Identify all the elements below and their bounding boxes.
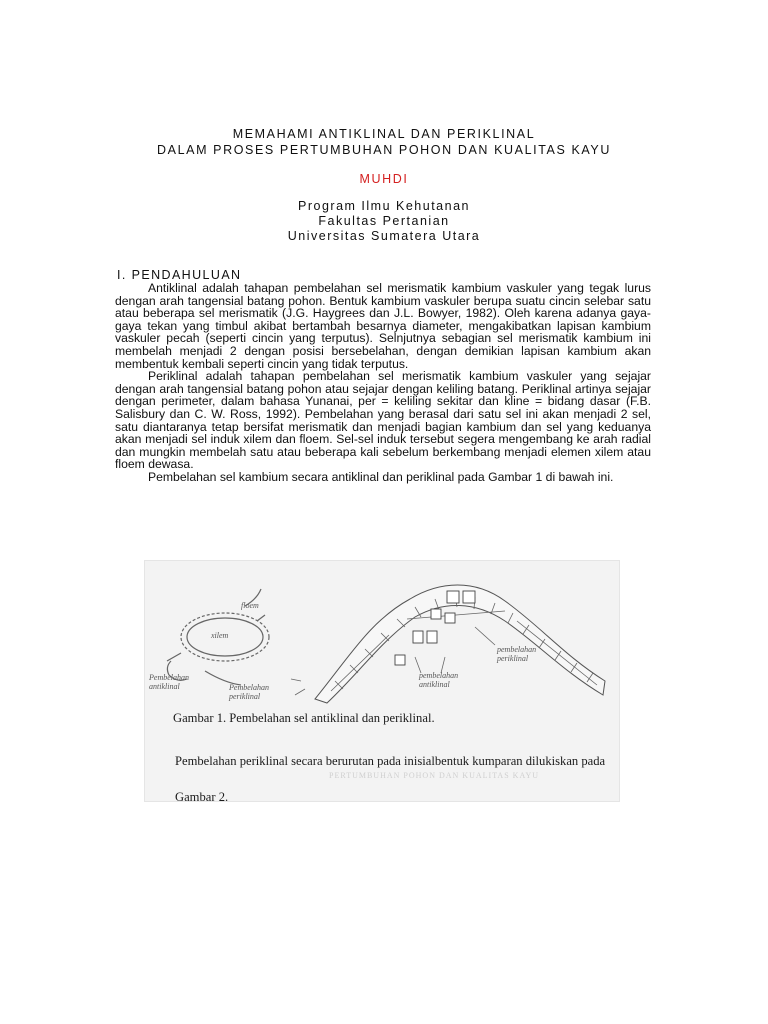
affiliation-program: Program Ilmu Kehutanan	[298, 199, 470, 213]
paragraph-figure-intro: Pembelahan sel kambium secara antiklinal dan periklinal pada Gambar 1 di bawah ini.	[148, 469, 614, 484]
title-line-1: MEMAHAMI ANTIKLINAL DAN PERIKLINAL	[232, 127, 536, 141]
affiliation-university: Universitas Sumatera Utara	[287, 229, 481, 243]
section-heading: I. PENDAHULUAN	[117, 268, 242, 282]
affiliation	[0, 199, 768, 244]
figure-1	[144, 560, 620, 802]
title-line-2: DALAM PROSES PERTUMBUHAN POHON DAN KUALITAS KAYU	[157, 143, 611, 157]
figure-note: Pembelahan periklinal secara berurutan pada inisialbentuk kumparan dilukiskan pada Gambar 2.	[175, 754, 606, 804]
faint-running-text: PERTUMBUHAN POHON DAN KUALITAS KAYU	[329, 771, 540, 780]
label-xilem: xilem	[211, 631, 229, 640]
label-pembelahan-antiklinal-bottom: pembelahan antiklinal	[419, 671, 459, 689]
body-text	[115, 282, 651, 484]
label-pembelahan-periklinal-left: Pembelahan periklinal	[229, 683, 269, 701]
label-pembelahan-periklinal-right: pembelahan periklinal	[497, 645, 537, 663]
label-floem: floem	[241, 601, 259, 610]
affiliation-faculty: Fakultas Pertanian	[318, 214, 450, 228]
paragraph-periklinal: Periklinal adalah tahapan pembelahan sel merismatik kambium vaskuler yang sejajar dengan arah tangensial batang pohon atau sejajar dengan keliling batang. Periklinal artinya sejajar dengan perimeter, dalam bahasa Yunanai, per = keliling sekitar dan kline = bidang dasar (F.B. Salisbury dan C. W. Ross, 1992). Pembelahan yang berasal dari satu sel ini akan menjadi 2 sel, satu diantaranya tetap bersifat merismatik dan menjadi bagian kambium dan sel yang keduanya akan menjadi sel induk xilem dan floem. Sel-sel induk tersebut segera mengembang ke arah radial dan mungkin membelah satu atau beberapa kali sebelum berkembang menjadi elemen xilem atau floem dewasa.	[115, 369, 651, 472]
label-pembelahan-antiklinal-left: Pembelahan antiklinal	[149, 673, 189, 691]
author-name: MUHDI	[359, 172, 409, 186]
paragraph-antiklinal: Antiklinal adalah tahapan pembelahan sel merismatik kambium vaskuler yang tegak lurus dengan arah tangensial batang pohon. Bentuk kambium vaskuler berupa suatu cincin selebar satu atau beberapa sel merismatik (J.G. Haygrees dan J.L. Bowyer, 1982). Oleh karena adanya gaya-gaya tekan yang timbul akibat bertambah besarnya diameter, mengakibatkan lapisan kambium vaskuler pecah (seperti cincin yang terputus). Selnjutnya sebagian sel merismatik kambium ini membelah menjadi 2 dengan posisi bersebelahan, dengan demikian lapisan kambium akan membentuk kembali seperti cincin yang tidak terputus.	[115, 281, 651, 371]
figure-caption: Gambar 1. Pembelahan sel antiklinal dan periklinal.	[173, 711, 435, 725]
document-title	[0, 126, 768, 158]
